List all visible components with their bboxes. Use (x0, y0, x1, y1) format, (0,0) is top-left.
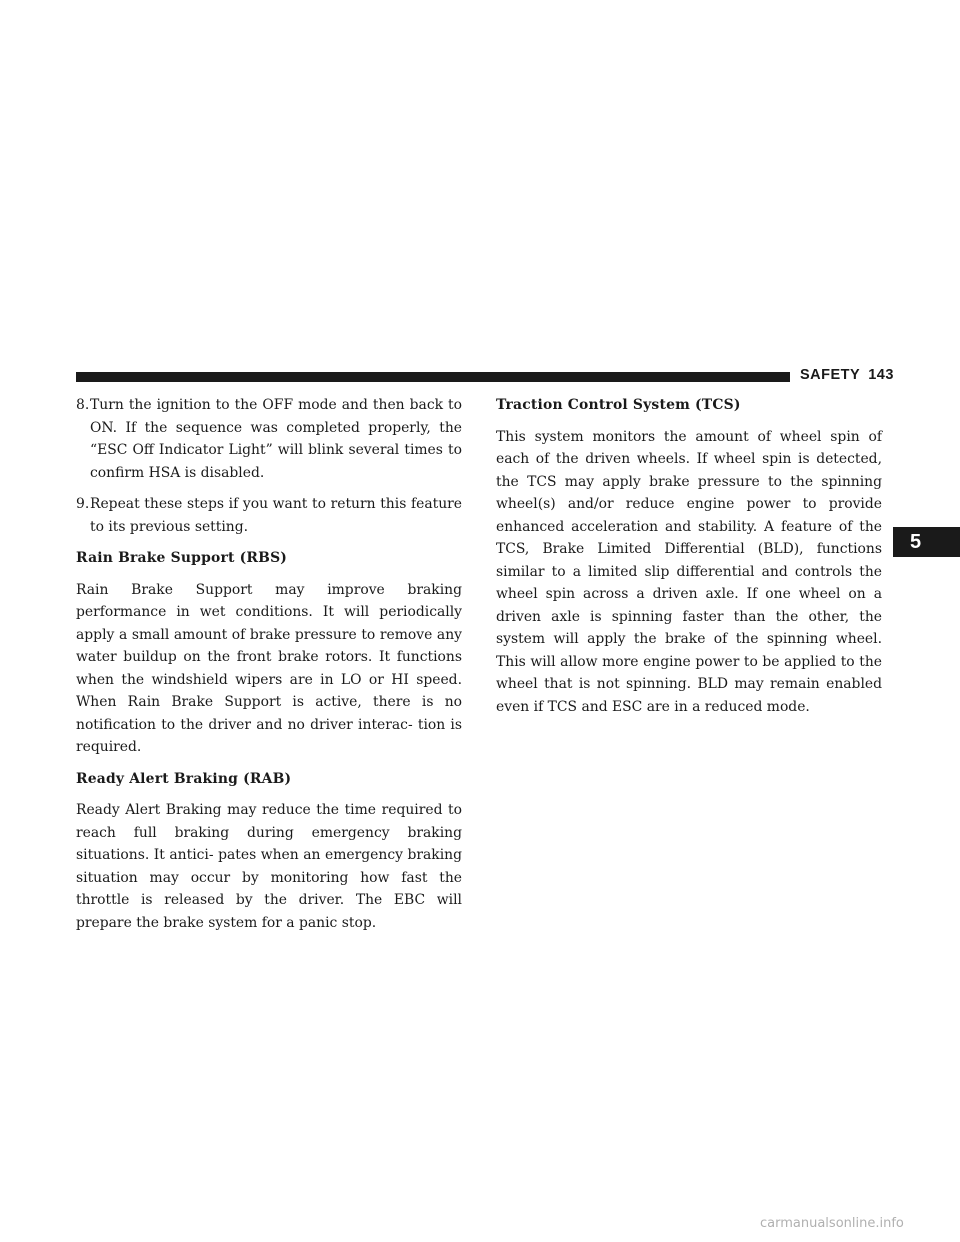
section-title: SAFETY (800, 367, 861, 383)
step-9 (76, 493, 462, 538)
rab-paragraph: Ready Alert Braking may reduce the time required to reach full braking during emergency braking situations. It antici- pates when an emergency braking situation may occur by monitoring how fast the throttle is released by the driver. The EBC will prepare the brake system for a panic stop. (76, 802, 462, 931)
rab-heading: Ready Alert Braking (RAB) (76, 770, 292, 787)
step-number: 9. (76, 496, 90, 512)
chapter-tab-number: 5 (910, 531, 922, 553)
step-number: 8. (76, 397, 90, 413)
tcs-paragraph: This system monitors the amount of wheel spin of each of the driven wheels. If wheel spin is detected, the TCS may apply brake pressure to the spinning wheel(s) and/or reduce engine power to provide enhanced acceleration and stability. A feature of the TCS, Brake Limited Differential (BLD), functions similar to a limited slip differential and controls the wheel spin across a driven axle. If one wheel on a driven axle is spinning faster than the other, the system will apply the brake of the spinning wheel. This will allow more engine power to be applied to the wheel that is not spinning. BLD may remain enabled even if TCS and ESC are in a reduced mode. (496, 428, 882, 715)
step-text: Turn the ignition to the OFF mode and then back to ON. If the sequence was completed properly, the “ESC Off Indicator Light” will blink several times to confirm HSA is disabled. (90, 397, 462, 481)
chapter-tab (893, 527, 960, 557)
left-column (76, 394, 462, 943)
step-text: Repeat these steps if you want to return this feature to its previous setting. (90, 496, 462, 535)
right-column (496, 394, 882, 727)
rbs-heading: Rain Brake Support (RBS) (76, 550, 288, 566)
header-rule (76, 372, 790, 382)
rbs-paragraph: Rain Brake Support may improve braking performance in wet conditions. It will periodically apply a small amount of brake pressure to remove any water buildup on the front brake rotors. It functions when the windshield wipers are in LO or HI speed. When Rain Brake Support is active, there is no notification to the driver and no driver interac- tion is required. (76, 581, 462, 755)
watermark: carmanualsonline.info (760, 1216, 904, 1231)
step-8 (76, 394, 462, 484)
page-number: 143 (868, 367, 894, 383)
tcs-heading: Traction Control System (TCS) (496, 397, 741, 413)
running-header (800, 367, 894, 383)
